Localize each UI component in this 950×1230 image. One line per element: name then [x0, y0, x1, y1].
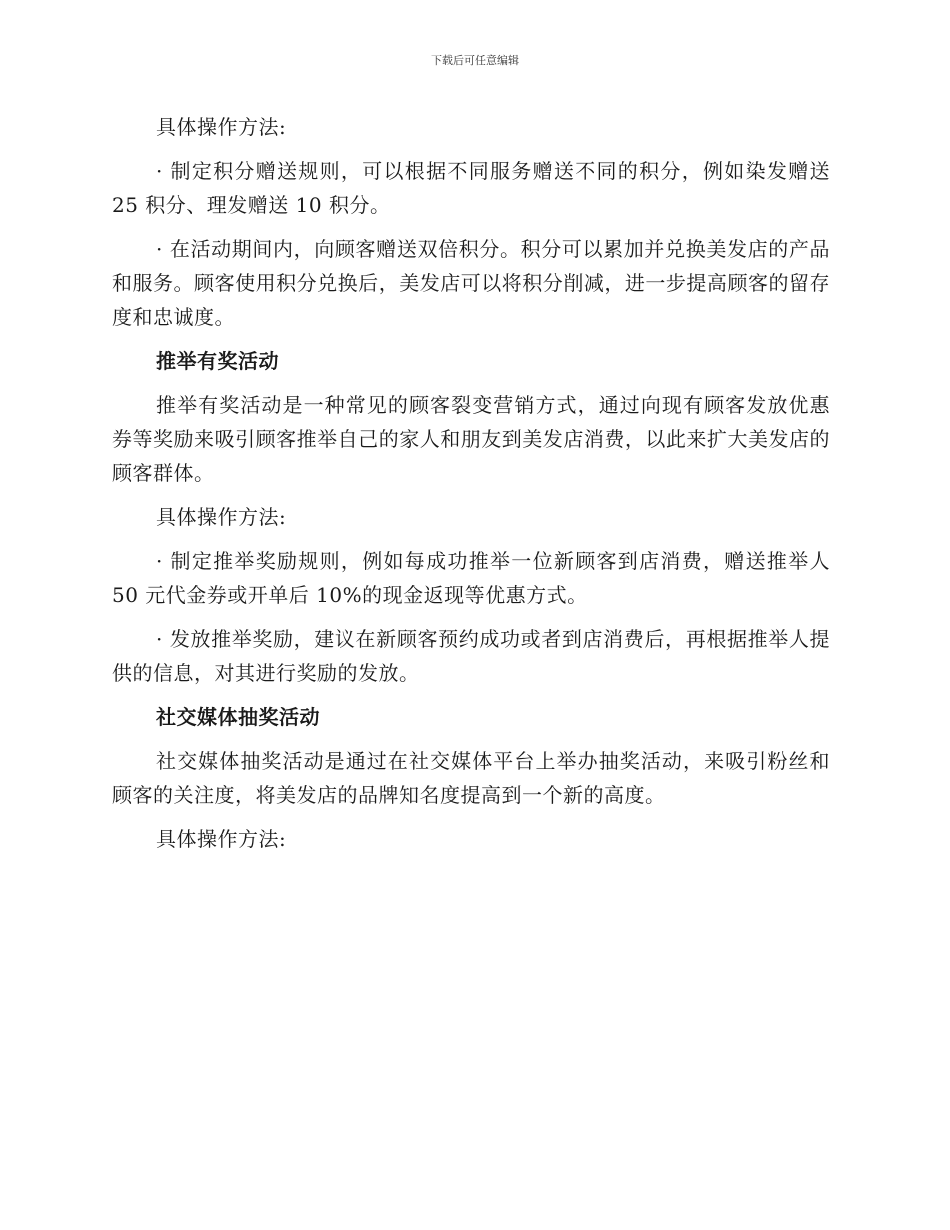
method-label-3: 具体操作方法:	[156, 827, 287, 851]
referral-intro: 推举有奖活动是一种常见的顾客裂变营销方式，通过向现有顾客发放优惠券等奖励来吸引顾客推举自己的家人和朋友到美发店消费，以此来扩大美发店的顾客群体。	[112, 393, 830, 485]
social-lottery-intro: 社交媒体抽奖活动是通过在社交媒体平台上举办抽奖活动，来吸引粉丝和顾客的关注度，将美发店的品牌知名度提高到一个新的高度。	[112, 749, 830, 807]
points-rule-bullet: · 制定积分赠送规则，可以根据不同服务赠送不同的积分，例如染发赠送 25 积分、理发赠送 10 积分。	[112, 159, 830, 217]
document-body	[112, 110, 830, 866]
referral-reward-bullet: · 发放推举奖励，建议在新顾客预约成功或者到店消费后，再根据推举人提供的信息，对其进行奖励的发放。	[112, 627, 830, 685]
social-lottery-heading: 社交媒体抽奖活动	[156, 705, 320, 729]
method-label-1: 具体操作方法:	[156, 115, 287, 139]
header-note: 下载后可任意编辑	[431, 54, 519, 67]
referral-rule-bullet: · 制定推举奖励规则，例如每成功推举一位新顾客到店消费，赠送推举人 50 元代金券或开单后 10%的现金返现等优惠方式。	[112, 549, 830, 607]
referral-heading: 推举有奖活动	[156, 349, 279, 373]
method-label-2: 具体操作方法:	[156, 505, 287, 529]
double-points-bullet: · 在活动期间内，向顾客赠送双倍积分。积分可以累加并兑换美发店的产品和服务。顾客使用积分兑换后，美发店可以将积分削减，进一步提高顾客的留存度和忠诚度。	[112, 237, 830, 329]
